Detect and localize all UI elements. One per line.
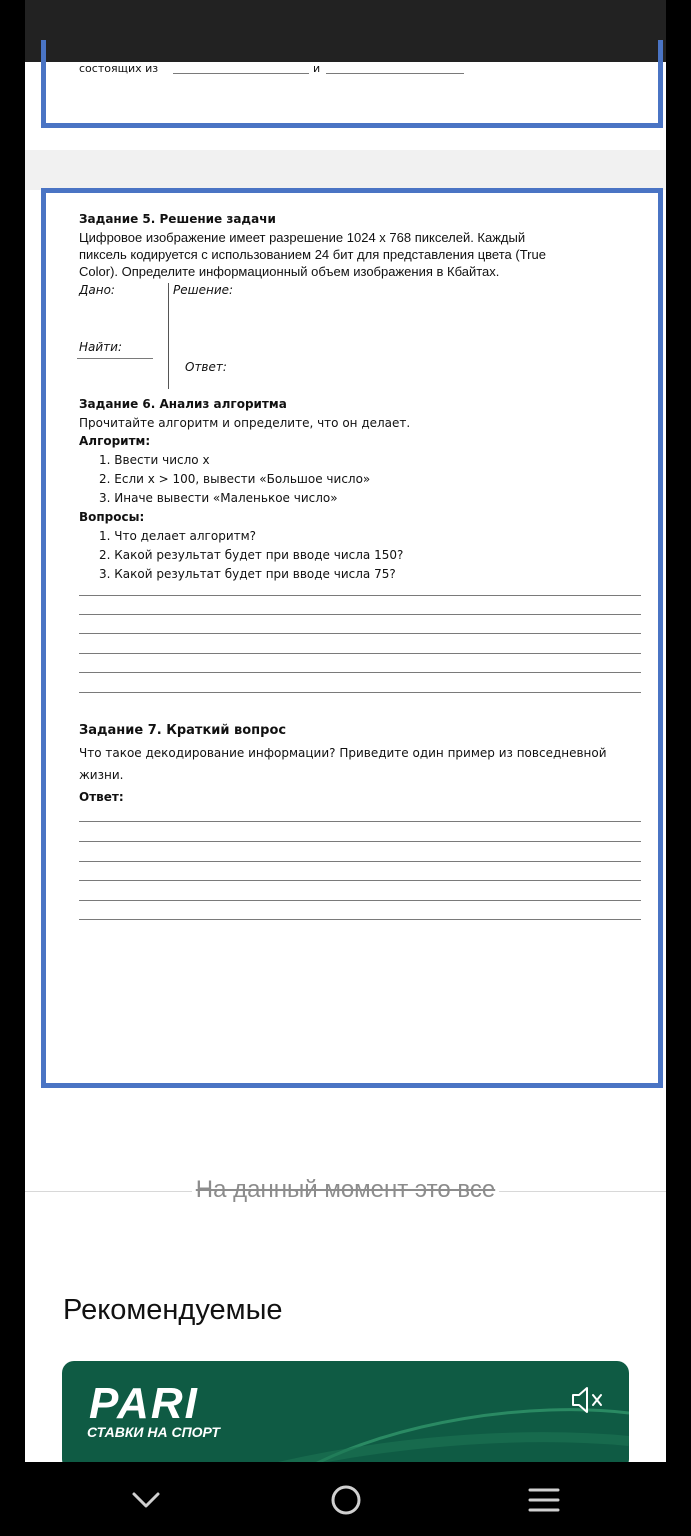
- questions-label: Вопросы:: [79, 510, 145, 524]
- answer-line: [79, 821, 641, 822]
- mute-icon[interactable]: [570, 1385, 606, 1415]
- home-circle-icon[interactable]: [326, 1480, 366, 1520]
- ad-logo: PARI: [89, 1379, 199, 1428]
- answer-line: [79, 595, 641, 596]
- task7-text-line1: Что такое декодирование информации? Приведите один пример из повседневной: [79, 746, 607, 760]
- find-underline: [77, 358, 153, 359]
- page-frame: [41, 188, 663, 1088]
- prev-page-frame: [41, 40, 663, 128]
- solution-label: Решение:: [173, 283, 234, 297]
- screen: [25, 0, 666, 1462]
- algorithm-step: 3. Иначе вывести «Маленькое число»: [99, 491, 338, 505]
- answer-label: Ответ:: [185, 360, 227, 374]
- answer-line: [79, 614, 641, 615]
- answer-line: [79, 672, 641, 673]
- end-of-content-note: На данный момент это все: [25, 1176, 666, 1204]
- menu-icon[interactable]: [524, 1480, 564, 1520]
- answer-line: [79, 653, 641, 654]
- question-item: 3. Какой результат будет при вводе числа 75?: [99, 567, 396, 581]
- page-gap: [25, 150, 666, 190]
- task7-text-line2: жизни.: [79, 768, 124, 782]
- algorithm-step: 2. Если x > 100, вывести «Большое число»: [99, 472, 371, 486]
- question-item: 1. Что делает алгоритм?: [99, 529, 257, 543]
- task7-heading: Задание 7. Краткий вопрос: [79, 723, 287, 738]
- task7-answer-label: Ответ:: [79, 790, 124, 804]
- answer-line: [79, 841, 641, 842]
- given-divider: [168, 283, 169, 389]
- answer-line: [79, 861, 641, 862]
- given-label: Дано:: [79, 283, 115, 297]
- task6-heading: Задание 6. Анализ алгоритма: [79, 397, 287, 411]
- algorithm-step: 1. Ввести число x: [99, 453, 210, 467]
- task6-intro: Прочитайте алгоритм и определите, что он делает.: [79, 416, 411, 430]
- prev-fragment-text: состоящих из: [79, 62, 159, 75]
- ad-banner[interactable]: [62, 1361, 629, 1462]
- algorithm-label: Алгоритм:: [79, 434, 151, 448]
- chevron-down-icon[interactable]: [126, 1480, 166, 1520]
- task5-text-line1: Цифровое изображение имеет разрешение 1024 x 768 пикселей. Каждый: [79, 230, 526, 245]
- blank-line: [173, 73, 309, 74]
- question-item: 2. Какой результат будет при вводе числа 150?: [99, 548, 404, 562]
- answer-line: [79, 692, 641, 693]
- answer-line: [79, 880, 641, 881]
- answer-line: [79, 919, 641, 920]
- task5-text-line3: Color). Определите информационный объем изображения в Кбайтах.: [79, 264, 500, 279]
- find-label: Найти:: [79, 340, 123, 354]
- task5-heading: Задание 5. Решение задачи: [79, 212, 276, 226]
- ad-tagline: СТАВКИ НА СПОРТ: [87, 1424, 220, 1440]
- answer-line: [79, 633, 641, 634]
- task5-text-line2: пиксель кодируется с использованием 24 бит для представления цвета (True: [79, 247, 546, 262]
- navigation-bar: [0, 1462, 691, 1536]
- recommended-heading: Рекомендуемые: [63, 1294, 283, 1326]
- prev-and-text: и: [313, 62, 321, 75]
- answer-line: [79, 900, 641, 901]
- blank-line: [326, 73, 464, 74]
